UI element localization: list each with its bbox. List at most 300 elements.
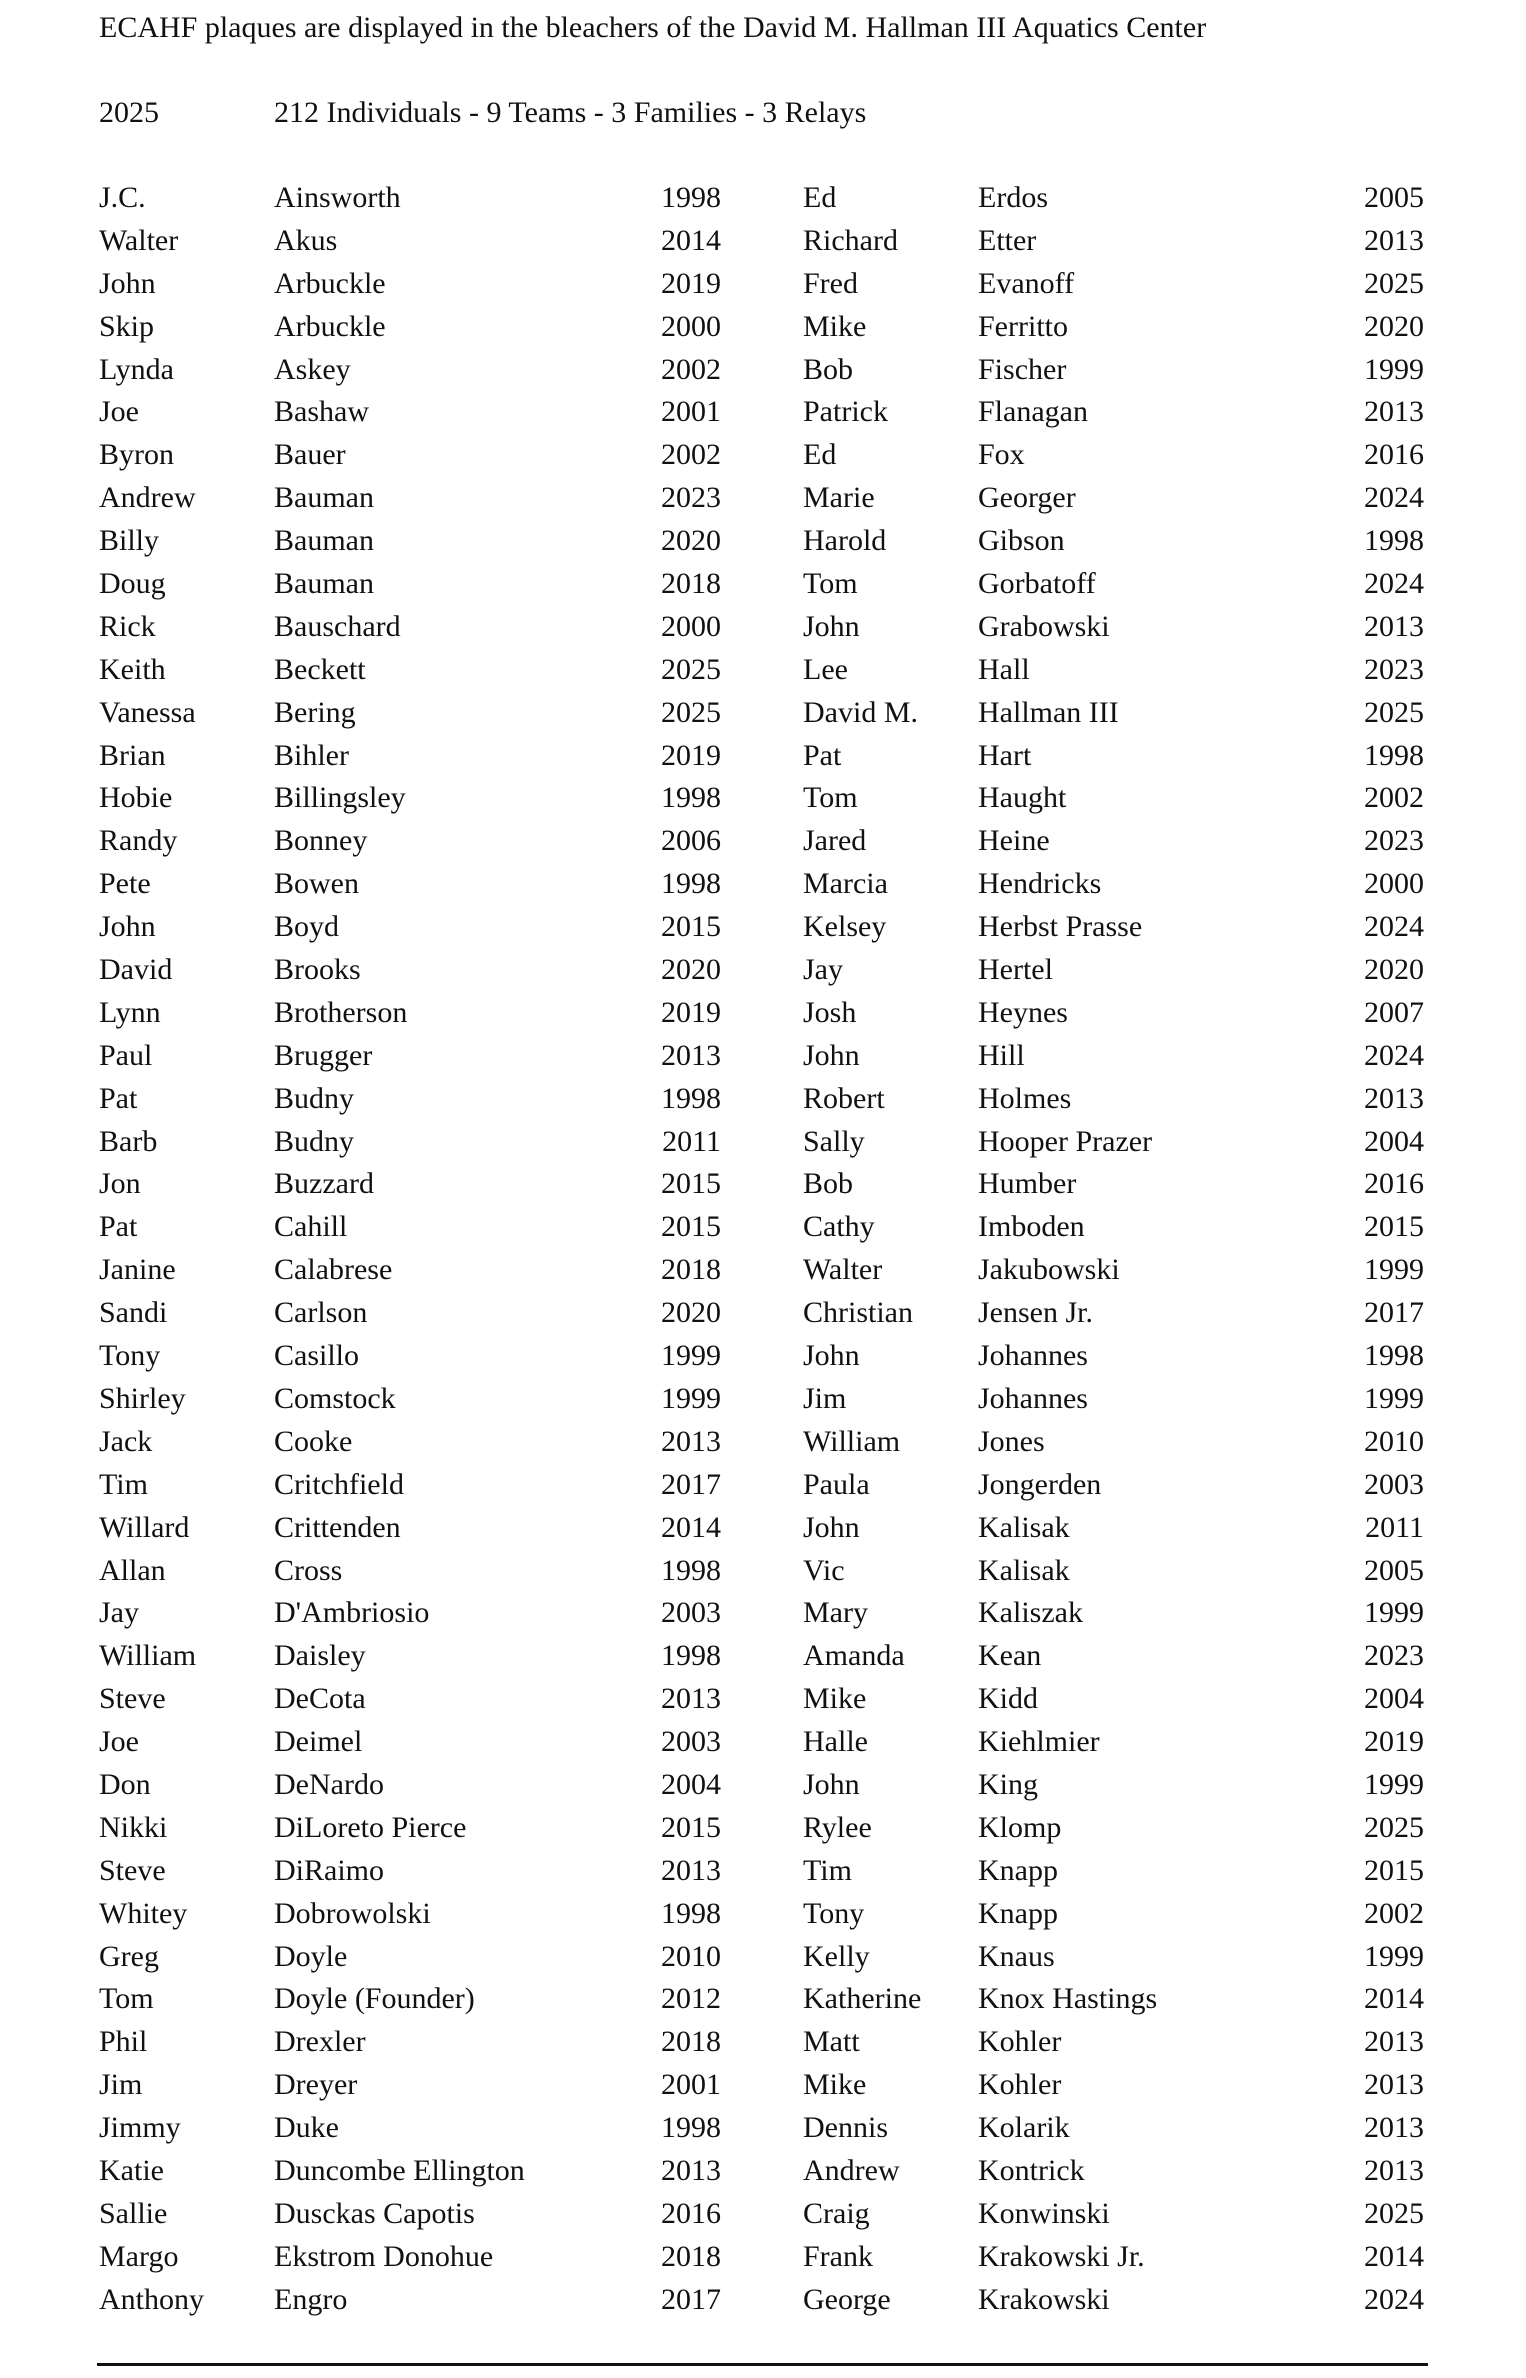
right-induction-year: 2000 <box>1364 867 1424 901</box>
left-last-name: Ainsworth <box>274 181 401 214</box>
left-first-name: Jack <box>99 1424 153 1458</box>
table-row <box>0 821 1526 864</box>
left-first-name: Janine <box>99 1253 176 1287</box>
right-induction-year: 2010 <box>1364 1424 1424 1458</box>
left-first-name: Jon <box>99 1167 141 1201</box>
left-induction-year: 2004 <box>661 1767 721 1801</box>
right-first-name: Cathy <box>803 1210 875 1244</box>
left-last-name: Askey <box>274 352 351 386</box>
right-last-name: Hertel <box>978 953 1053 987</box>
left-last-name: Billingsley <box>274 781 406 815</box>
table-row <box>0 1765 1526 1808</box>
right-last-name: Ferritto <box>978 309 1068 343</box>
left-induction-year: 2023 <box>661 481 721 515</box>
right-last-name: Johannes <box>978 1339 1088 1373</box>
right-first-name: William <box>803 1424 901 1458</box>
left-induction-year: 2011 <box>662 1124 721 1158</box>
inductee-roster <box>0 178 1526 2323</box>
right-induction-year: 1999 <box>1364 352 1424 386</box>
left-induction-year: 2013 <box>661 1424 721 1458</box>
left-first-name: Phil <box>99 2025 148 2059</box>
right-last-name: Knox Hastings <box>978 1982 1158 2016</box>
left-first-name: J.C. <box>99 181 146 214</box>
left-last-name: Duncombe Ellington <box>274 2153 525 2187</box>
right-first-name: Tom <box>803 567 858 601</box>
right-induction-year: 2025 <box>1364 2196 1424 2230</box>
left-induction-year: 2018 <box>661 2025 721 2059</box>
table-row <box>0 1679 1526 1722</box>
right-last-name: Johannes <box>978 1381 1088 1415</box>
left-last-name: Calabrese <box>274 1253 393 1287</box>
left-induction-year: 2018 <box>661 1253 721 1287</box>
left-induction-year: 2017 <box>661 1467 721 1501</box>
table-row <box>0 607 1526 650</box>
table-row <box>0 435 1526 478</box>
right-last-name: Fischer <box>978 352 1067 386</box>
right-last-name: Hall <box>978 652 1030 686</box>
right-first-name: Marie <box>803 481 875 515</box>
right-last-name: Gorbatoff <box>978 567 1096 601</box>
right-induction-year: 2014 <box>1364 2239 1424 2273</box>
left-first-name: Steve <box>99 1853 166 1887</box>
right-first-name: Mary <box>803 1596 868 1630</box>
left-first-name: Brian <box>99 738 166 772</box>
right-last-name: Flanagan <box>978 395 1088 429</box>
right-induction-year: 2020 <box>1364 309 1424 343</box>
left-first-name: Katie <box>99 2153 164 2187</box>
table-row <box>0 1722 1526 1765</box>
left-induction-year: 2018 <box>661 567 721 601</box>
right-first-name: Paula <box>803 1467 870 1501</box>
table-row <box>0 2151 1526 2194</box>
right-induction-year: 2023 <box>1364 824 1424 858</box>
left-induction-year: 2013 <box>661 1853 721 1887</box>
table-row <box>0 1937 1526 1980</box>
table-row <box>0 1422 1526 1465</box>
right-last-name: Etter <box>978 223 1037 257</box>
right-first-name: Vic <box>803 1553 845 1587</box>
right-induction-year: 2024 <box>1364 481 1424 515</box>
left-first-name: Andrew <box>99 481 196 515</box>
left-induction-year: 1998 <box>661 867 721 901</box>
right-last-name: Herbst Prasse <box>978 910 1143 944</box>
left-first-name: Sallie <box>99 2196 168 2230</box>
right-first-name: Ed <box>803 181 837 214</box>
table-row <box>0 1122 1526 1165</box>
left-first-name: Tom <box>99 1982 154 2016</box>
left-induction-year: 2013 <box>661 1038 721 1072</box>
left-last-name: Bashaw <box>274 395 369 429</box>
left-last-name: Brotherson <box>274 995 408 1029</box>
table-row <box>0 221 1526 264</box>
table-row <box>0 1979 1526 2022</box>
left-first-name: Keith <box>99 652 166 686</box>
table-row <box>0 1593 1526 1636</box>
left-induction-year: 1998 <box>661 1896 721 1930</box>
left-first-name: Anthony <box>99 2282 204 2316</box>
right-induction-year: 2016 <box>1364 1167 1424 1201</box>
left-last-name: Daisley <box>274 1639 366 1673</box>
intro-text: ECAHF plaques are displayed in the bleachers of the David M. Hallman III Aquatics Center <box>99 11 1207 44</box>
right-first-name: Ed <box>803 438 837 472</box>
right-last-name: Kaliszak <box>978 1596 1083 1630</box>
table-row <box>0 1808 1526 1851</box>
left-induction-year: 1999 <box>661 1381 721 1415</box>
right-last-name: Humber <box>978 1167 1077 1201</box>
table-row <box>0 993 1526 1036</box>
table-row <box>0 1164 1526 1207</box>
left-induction-year: 2025 <box>661 652 721 686</box>
right-first-name: Patrick <box>803 395 888 429</box>
left-last-name: Arbuckle <box>274 309 386 343</box>
left-first-name: Doug <box>99 567 166 601</box>
right-induction-year: 2024 <box>1364 910 1424 944</box>
left-induction-year: 2015 <box>661 1810 721 1844</box>
right-last-name: Krakowski <box>978 2282 1110 2316</box>
table-row <box>0 778 1526 821</box>
left-last-name: Crittenden <box>274 1510 401 1544</box>
right-induction-year: 2002 <box>1364 1896 1424 1930</box>
right-induction-year: 2014 <box>1364 1982 1424 2016</box>
right-first-name: Kelly <box>803 1939 870 1973</box>
left-first-name: Randy <box>99 824 178 858</box>
right-first-name: Lee <box>803 652 848 686</box>
left-first-name: Skip <box>99 309 155 343</box>
right-induction-year: 2004 <box>1364 1124 1424 1158</box>
left-first-name: Joe <box>99 395 139 429</box>
right-last-name: Krakowski Jr. <box>978 2239 1145 2273</box>
right-last-name: Kohler <box>978 2025 1062 2059</box>
table-row <box>0 392 1526 435</box>
right-induction-year: 2005 <box>1364 1553 1424 1587</box>
table-row <box>0 1851 1526 1894</box>
right-last-name: Jones <box>978 1424 1045 1458</box>
left-last-name: D'Ambriosio <box>274 1596 430 1630</box>
left-last-name: Bowen <box>274 867 359 901</box>
right-first-name: Christian <box>803 1296 913 1330</box>
left-last-name: Duke <box>274 2111 339 2145</box>
left-induction-year: 1998 <box>661 1553 721 1587</box>
right-last-name: Evanoff <box>978 266 1075 300</box>
left-first-name: Jay <box>99 1596 139 1630</box>
left-induction-year: 2016 <box>661 2196 721 2230</box>
right-induction-year: 2025 <box>1364 266 1424 300</box>
right-first-name: Andrew <box>803 2153 900 2187</box>
left-induction-year: 2013 <box>661 1682 721 1716</box>
right-induction-year: 2013 <box>1364 2025 1424 2059</box>
left-last-name: Carlson <box>274 1296 368 1330</box>
right-first-name: Mike <box>803 1682 867 1716</box>
right-induction-year: 2002 <box>1364 781 1424 815</box>
left-induction-year: 2014 <box>661 223 721 257</box>
right-induction-year: 2013 <box>1364 609 1424 643</box>
left-last-name: Drexler <box>274 2025 366 2059</box>
right-first-name: Tim <box>803 1853 852 1887</box>
left-first-name: Nikki <box>99 1810 168 1844</box>
left-first-name: Willard <box>99 1510 190 1544</box>
right-induction-year: 2013 <box>1364 2153 1424 2187</box>
left-last-name: Brooks <box>274 953 361 987</box>
left-induction-year: 2001 <box>661 2068 721 2102</box>
left-induction-year: 1998 <box>661 1081 721 1115</box>
left-last-name: Dusckas Capotis <box>274 2196 475 2230</box>
table-row <box>0 950 1526 993</box>
right-induction-year: 2007 <box>1364 995 1424 1029</box>
right-last-name: Grabowski <box>978 609 1110 643</box>
right-first-name: Kelsey <box>803 910 887 944</box>
right-induction-year: 2024 <box>1364 2282 1424 2316</box>
left-induction-year: 2020 <box>661 953 721 987</box>
left-induction-year: 2015 <box>661 1210 721 1244</box>
right-last-name: Hart <box>978 738 1032 772</box>
left-induction-year: 2020 <box>661 524 721 558</box>
left-last-name: DiLoreto Pierce <box>274 1810 467 1844</box>
right-first-name: John <box>803 1767 860 1801</box>
left-induction-year: 1998 <box>661 181 721 214</box>
right-induction-year: 2017 <box>1364 1296 1424 1330</box>
right-last-name: Kiehlmier <box>978 1725 1100 1759</box>
right-first-name: Pat <box>803 738 842 772</box>
right-first-name: Fred <box>803 266 858 300</box>
right-first-name: Amanda <box>803 1639 905 1673</box>
left-last-name: Dobrowolski <box>274 1896 431 1930</box>
left-induction-year: 2003 <box>661 1596 721 1630</box>
left-induction-year: 2014 <box>661 1510 721 1544</box>
left-last-name: Comstock <box>274 1381 396 1415</box>
left-first-name: Paul <box>99 1038 153 1072</box>
left-first-name: John <box>99 910 156 944</box>
right-last-name: Hallman III <box>978 695 1119 729</box>
left-induction-year: 2012 <box>661 1982 721 2016</box>
left-induction-year: 2010 <box>661 1939 721 1973</box>
left-first-name: Tony <box>99 1339 161 1373</box>
right-induction-year: 1998 <box>1364 524 1424 558</box>
left-induction-year: 2001 <box>661 395 721 429</box>
left-last-name: Budny <box>274 1081 355 1115</box>
right-first-name: Frank <box>803 2239 873 2273</box>
left-first-name: Don <box>99 1767 151 1801</box>
table-row <box>0 307 1526 350</box>
right-last-name: King <box>978 1767 1038 1801</box>
summary-counts: 212 Individuals - 9 Teams - 3 Families - 3 Relays <box>274 96 867 129</box>
left-first-name: Barb <box>99 1124 158 1158</box>
left-first-name: Tim <box>99 1467 148 1501</box>
right-last-name: Kean <box>978 1639 1042 1673</box>
right-first-name: Jay <box>803 953 843 987</box>
table-row <box>0 2065 1526 2108</box>
right-induction-year: 1998 <box>1364 738 1424 772</box>
left-last-name: DeNardo <box>274 1767 384 1801</box>
right-last-name: Jakubowski <box>978 1253 1120 1287</box>
right-first-name: Halle <box>803 1725 868 1759</box>
table-row <box>0 1036 1526 1079</box>
right-first-name: Tom <box>803 781 858 815</box>
right-first-name: Sally <box>803 1124 865 1158</box>
right-induction-year: 2019 <box>1364 1725 1424 1759</box>
table-row <box>0 2022 1526 2065</box>
left-last-name: Bonney <box>274 824 368 858</box>
summary-line <box>0 93 1526 133</box>
right-induction-year: 1999 <box>1364 1767 1424 1801</box>
table-row <box>0 1336 1526 1379</box>
right-induction-year: 2003 <box>1364 1467 1424 1501</box>
right-induction-year: 1998 <box>1364 1339 1424 1373</box>
left-last-name: Bauer <box>274 438 346 472</box>
left-induction-year: 2006 <box>661 824 721 858</box>
left-first-name: Pete <box>99 867 151 901</box>
left-first-name: Byron <box>99 438 174 472</box>
right-last-name: Knapp <box>978 1896 1058 1930</box>
left-last-name: Boyd <box>274 910 340 944</box>
right-induction-year: 2016 <box>1364 438 1424 472</box>
right-first-name: John <box>803 609 860 643</box>
table-row <box>0 478 1526 521</box>
left-last-name: Akus <box>274 223 338 257</box>
left-induction-year: 2000 <box>661 609 721 643</box>
left-first-name: Steve <box>99 1682 166 1716</box>
right-induction-year: 2025 <box>1364 1810 1424 1844</box>
left-last-name: Dreyer <box>274 2068 358 2102</box>
left-first-name: David <box>99 953 173 987</box>
left-last-name: Brugger <box>274 1038 373 1072</box>
right-last-name: Holmes <box>978 1081 1072 1115</box>
left-last-name: Ekstrom Donohue <box>274 2239 494 2273</box>
right-induction-year: 1999 <box>1364 1596 1424 1630</box>
right-induction-year: 1999 <box>1364 1381 1424 1415</box>
left-first-name: Margo <box>99 2239 179 2273</box>
left-last-name: Bering <box>274 695 356 729</box>
left-last-name: Arbuckle <box>274 266 386 300</box>
left-first-name: Lynda <box>99 352 174 386</box>
table-row <box>0 2237 1526 2280</box>
left-induction-year: 2017 <box>661 2282 721 2316</box>
left-induction-year: 2003 <box>661 1725 721 1759</box>
right-last-name: Kohler <box>978 2068 1062 2102</box>
right-first-name: Mike <box>803 309 867 343</box>
table-row <box>0 693 1526 736</box>
left-last-name: Bauschard <box>274 609 401 643</box>
right-last-name: Jensen Jr. <box>978 1296 1093 1330</box>
left-induction-year: 2018 <box>661 2239 721 2273</box>
left-first-name: Shirley <box>99 1381 186 1415</box>
right-first-name: Matt <box>803 2025 860 2059</box>
left-last-name: Budny <box>274 1124 355 1158</box>
right-first-name: George <box>803 2282 891 2316</box>
left-induction-year: 2019 <box>661 995 721 1029</box>
left-induction-year: 2000 <box>661 309 721 343</box>
right-last-name: Heynes <box>978 995 1068 1029</box>
summary-year: 2025 <box>99 96 159 129</box>
left-last-name: Deimel <box>274 1725 363 1759</box>
right-first-name: Katherine <box>803 1982 922 2016</box>
right-first-name: Jim <box>803 1381 847 1415</box>
right-induction-year: 2015 <box>1364 1210 1424 1244</box>
right-induction-year: 2015 <box>1364 1853 1424 1887</box>
right-first-name: Jared <box>803 824 867 858</box>
right-induction-year: 2025 <box>1364 695 1424 729</box>
right-induction-year: 2004 <box>1364 1682 1424 1716</box>
right-first-name: John <box>803 1510 860 1544</box>
left-first-name: Jimmy <box>99 2111 181 2145</box>
left-first-name: John <box>99 266 156 300</box>
right-last-name: Kalisak <box>978 1553 1070 1587</box>
left-induction-year: 1998 <box>661 2111 721 2145</box>
table-row <box>0 1379 1526 1422</box>
right-induction-year: 2005 <box>1364 181 1424 214</box>
left-induction-year: 1998 <box>661 1639 721 1673</box>
right-first-name: Mike <box>803 2068 867 2102</box>
right-first-name: Craig <box>803 2196 870 2230</box>
left-induction-year: 2015 <box>661 910 721 944</box>
bottom-divider <box>97 2363 1428 2366</box>
left-induction-year: 1998 <box>661 781 721 815</box>
right-induction-year: 2023 <box>1364 1639 1424 1673</box>
table-row <box>0 736 1526 779</box>
left-first-name: Greg <box>99 1939 159 1973</box>
table-row <box>0 178 1526 221</box>
left-first-name: Joe <box>99 1725 139 1759</box>
left-last-name: Bauman <box>274 481 374 515</box>
table-row <box>0 2194 1526 2237</box>
right-last-name: Kontrick <box>978 2153 1085 2187</box>
left-first-name: Allan <box>99 1553 166 1587</box>
left-induction-year: 2019 <box>661 738 721 772</box>
right-last-name: Georger <box>978 481 1076 515</box>
right-first-name: Josh <box>803 995 857 1029</box>
right-last-name: Hooper Prazer <box>978 1124 1153 1158</box>
left-last-name: Bauman <box>274 524 374 558</box>
table-row <box>0 1293 1526 1336</box>
right-first-name: Harold <box>803 524 887 558</box>
right-last-name: Erdos <box>978 181 1048 214</box>
right-first-name: Dennis <box>803 2111 888 2145</box>
left-induction-year: 2002 <box>661 438 721 472</box>
left-first-name: Whitey <box>99 1896 188 1930</box>
right-first-name: David M. <box>803 695 918 729</box>
left-induction-year: 2013 <box>661 2153 721 2187</box>
table-row <box>0 1636 1526 1679</box>
table-row <box>0 2108 1526 2151</box>
left-last-name: Beckett <box>274 652 366 686</box>
left-last-name: Doyle (Founder) <box>274 1982 475 2016</box>
left-induction-year: 2019 <box>661 266 721 300</box>
left-first-name: Walter <box>99 223 179 257</box>
left-last-name: Critchfield <box>274 1467 404 1501</box>
table-row <box>0 521 1526 564</box>
right-last-name: Haught <box>978 781 1067 815</box>
right-last-name: Knaus <box>978 1939 1055 1973</box>
left-last-name: DeCota <box>274 1682 366 1716</box>
table-row <box>0 1250 1526 1293</box>
table-row <box>0 1465 1526 1508</box>
right-induction-year: 2013 <box>1364 395 1424 429</box>
left-last-name: Bauman <box>274 567 374 601</box>
right-last-name: Jongerden <box>978 1467 1102 1501</box>
table-row <box>0 1894 1526 1937</box>
right-induction-year: 2013 <box>1364 2068 1424 2102</box>
left-last-name: Cahill <box>274 1210 348 1244</box>
table-row <box>0 564 1526 607</box>
right-first-name: John <box>803 1339 860 1373</box>
left-last-name: Bihler <box>274 738 349 772</box>
right-last-name: Fox <box>978 438 1025 472</box>
right-induction-year: 2023 <box>1364 652 1424 686</box>
right-first-name: Walter <box>803 1253 883 1287</box>
right-induction-year: 2024 <box>1364 1038 1424 1072</box>
table-row <box>0 1079 1526 1122</box>
right-last-name: Konwinski <box>978 2196 1110 2230</box>
left-first-name: Pat <box>99 1081 138 1115</box>
